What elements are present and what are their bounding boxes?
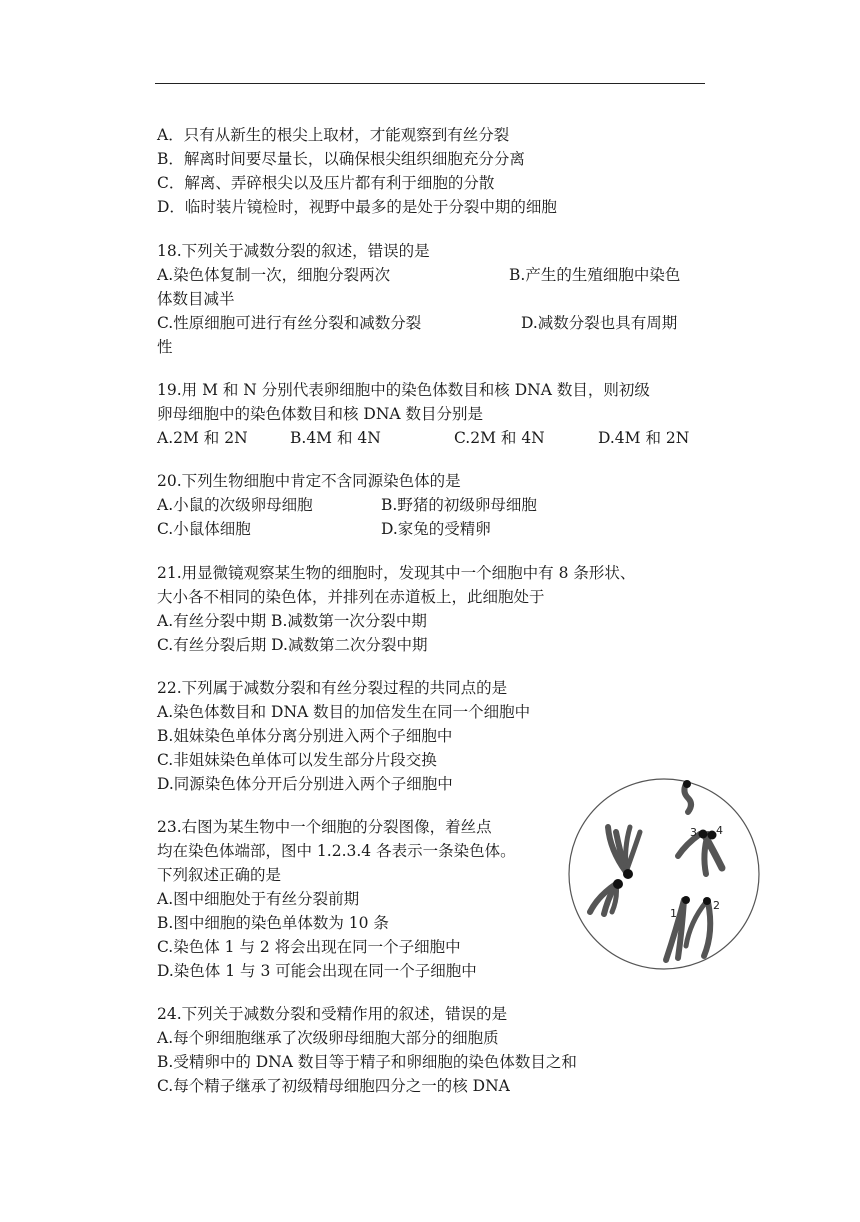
q24-option-a: A.每个卵细胞继承了次级卵母细胞大部分的细胞质 (157, 1029, 499, 1047)
q18-option-b: B.产生的生殖细胞中染色 (509, 266, 681, 284)
q20-stem: 20.下列生物细胞中肯定不含同源染色体的是 (157, 472, 461, 490)
label-3: 3 (690, 826, 697, 839)
label-1: 1 (670, 907, 677, 920)
q18-option-b-cont: 体数目减半 (157, 290, 235, 308)
q18-option-d: D.减数分裂也具有周期 (521, 314, 678, 332)
q20-option-d: D.家兔的受精卵 (381, 520, 491, 538)
q17-option-d: D．临时装片镜检时，视野中最多的是处于分裂中期的细胞 (157, 198, 557, 216)
q21-stem-1: 21.用显微镜观察某生物的细胞时，发现其中一个细胞中有 8 条形状、 (157, 564, 636, 582)
q23-stem-1: 23.右图为某生物中一个细胞的分裂图像，着丝点 (157, 818, 492, 836)
header-rule (155, 83, 705, 84)
q23-stem-2: 均在染色体端部，图中 1.2.3.4 各表示一条染色体。 (157, 842, 516, 860)
q19-stem-1: 19.用 M 和 N 分别代表卵细胞中的染色体数目和核 DNA 数目，则初级 (157, 381, 650, 399)
q23-option-b: B.图中细胞的染色单体数为 10 条 (157, 914, 389, 932)
q21-stem-2: 大小各不相同的染色体，并排列在赤道板上，此细胞处于 (157, 588, 545, 606)
q17-option-c: C．解离、弄碎根尖以及压片都有利于细胞的分散 (157, 174, 495, 192)
q24-option-c: C.每个精子继承了初级精母细胞四分之一的核 DNA (157, 1077, 510, 1095)
q18-option-a: A.染色体复制一次，细胞分裂两次 (157, 266, 391, 284)
cell-division-figure (566, 772, 762, 976)
q23-option-c: C.染色体 1 与 2 将会出现在同一个子细胞中 (157, 938, 461, 956)
q22-stem: 22.下列属于减数分裂和有丝分裂过程的共同点的是 (157, 679, 508, 697)
q19-option-a: A.2M 和 2N (157, 429, 248, 447)
q23-stem-3: 下列叙述正确的是 (157, 866, 282, 884)
q18-option-c: C.性原细胞可进行有丝分裂和减数分裂 (157, 314, 422, 332)
q24-stem: 24.下列关于减数分裂和受精作用的叙述，错误的是 (157, 1005, 508, 1023)
q21-options-cd: C.有丝分裂后期 D.减数第二次分裂中期 (157, 636, 428, 654)
q22-option-a: A.染色体数目和 DNA 数目的加倍发生在同一个细胞中 (157, 703, 531, 721)
q23-option-a: A.图中细胞处于有丝分裂前期 (157, 890, 360, 908)
q20-option-c: C.小鼠体细胞 (157, 520, 251, 538)
label-2: 2 (713, 899, 720, 912)
q19-option-b: B.4M 和 4N (290, 429, 381, 447)
label-4: 4 (716, 824, 723, 837)
q17-option-b: B．解离时间要尽量长，以确保根尖组织细胞充分分离 (157, 150, 525, 168)
q20-option-b: B.野猪的初级卵母细胞 (381, 496, 537, 514)
q20-option-a: A.小鼠的次级卵母细胞 (157, 496, 313, 514)
cell-outline (569, 779, 759, 969)
q19-option-d: D.4M 和 2N (598, 429, 690, 447)
q22-option-b: B.姐妹染色单体分离分别进入两个子细胞中 (157, 727, 453, 745)
q21-options-ab: A.有丝分裂中期 B.减数第一次分裂中期 (157, 612, 427, 630)
q24-option-b: B.受精卵中的 DNA 数目等于精子和卵细胞的染色体数目之和 (157, 1053, 577, 1071)
q18-option-d-cont: 性 (157, 338, 173, 356)
q22-option-d: D.同源染色体分开后分别进入两个子细胞中 (157, 775, 453, 793)
q19-stem-2: 卵母细胞中的染色体数目和核 DNA 数目分别是 (157, 405, 484, 423)
q23-option-d: D.染色体 1 与 3 可能会出现在同一个子细胞中 (157, 962, 477, 980)
q19-option-c: C.2M 和 4N (454, 429, 545, 447)
q17-option-a: A．只有从新生的根尖上取材，才能观察到有丝分裂 (157, 126, 510, 144)
q22-option-c: C.非姐妹染色单体可以发生部分片段交换 (157, 751, 437, 769)
q18-stem: 18.下列关于减数分裂的叙述，错误的是 (157, 242, 430, 260)
